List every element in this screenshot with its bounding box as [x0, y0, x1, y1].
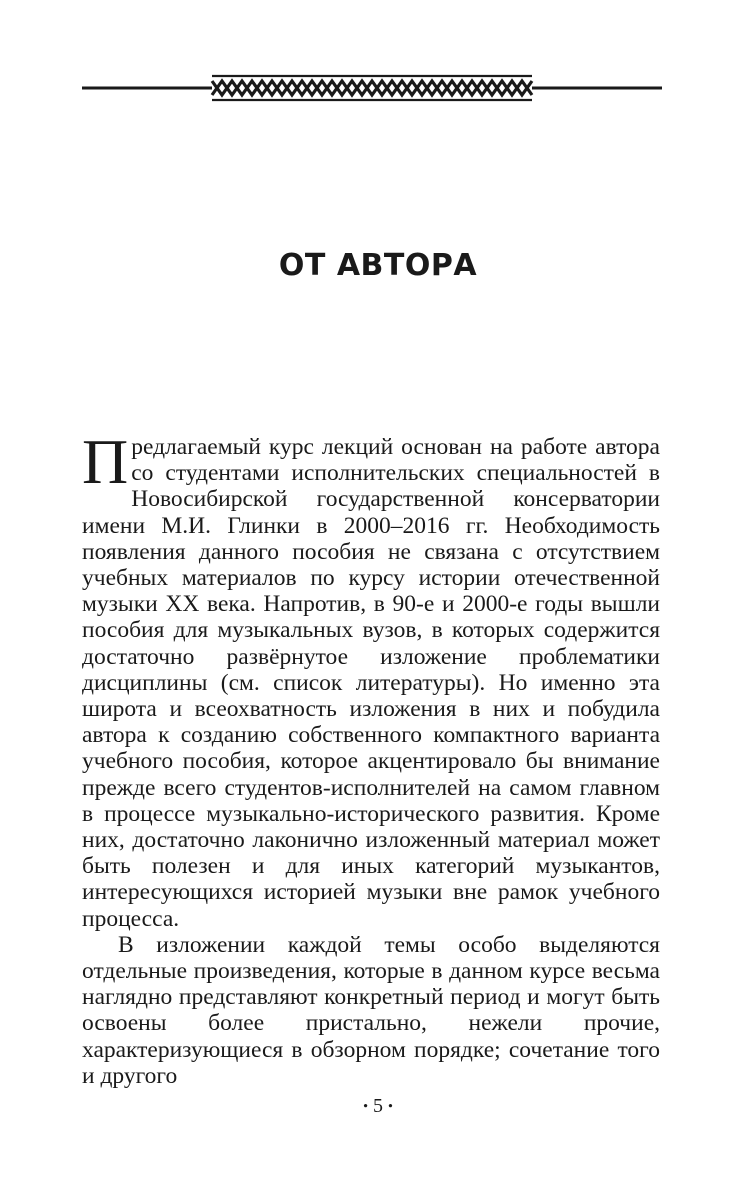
drop-cap: П [82, 426, 129, 497]
braided-band-ornament-icon [82, 72, 662, 104]
page-number [0, 1092, 756, 1121]
page-number-value: 5 [373, 1095, 383, 1117]
body-text [82, 426, 660, 1089]
paragraph-1-text: редлагаемый курс лекций основан на работе автора со студентами исполнительских специальностей в Новосибирской государственной консерватории имени М.И. Глинки в 2000–2016 гг. Необходимость появления данного пособия не связана с отсутствием учебных материалов по курсу истории отечественной музыки ХХ века. Напротив, в 90-е и 2000-е годы вышли пособия для музыкальных вузов, в которых содержится достаточно развёрнутое изложение проблематики дисциплины (см. список литературы). Но именно эта широта и всеохватность изложения в них и побудила автора к созданию собственного компактного варианта учебного пособия, которое акцентировало бы внимание прежде всего студентов-исполнителей на самом главном в процессе музыкально-исторического развития. Кроме них, достаточно лаконично изложенный материал может быть полезен и для иных категорий музыкантов, интересующихся историей музыки вне рамок учебного процесса. [82, 434, 660, 932]
paragraph-2: В изложении каждой темы особо выделяются отдельные произведения, которые в данном курсе весьма наглядно представляют конкретный период и могут быть освоены более пристально, нежели прочие, характеризующиеся в обзорном порядке; сочетание того и другого [82, 931, 660, 1089]
page-marker-left: • [363, 1099, 368, 1115]
paragraph-1 [82, 426, 660, 932]
chapter-title: ОТ АВТОРА [278, 248, 478, 283]
header-ornament [82, 72, 662, 104]
page-marker-right: • [388, 1099, 393, 1115]
